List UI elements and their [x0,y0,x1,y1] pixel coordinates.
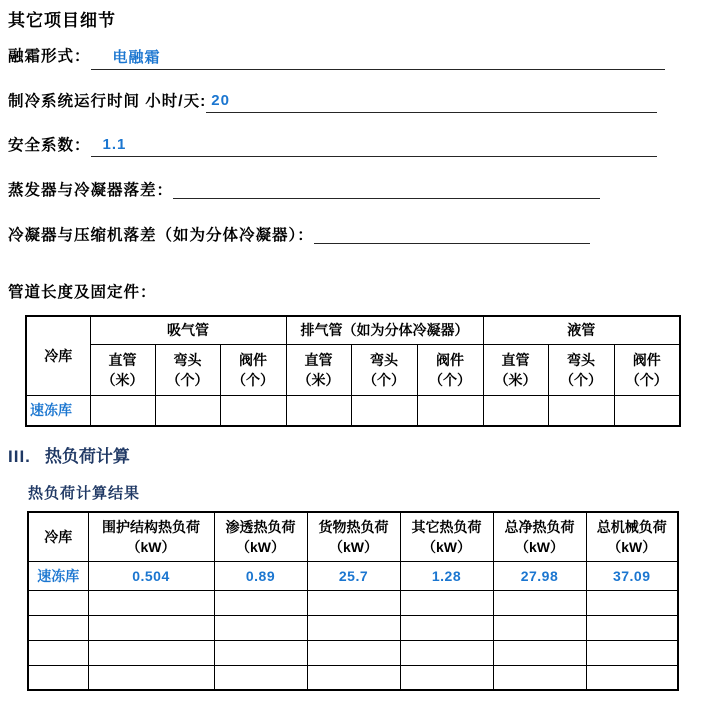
table-cell [307,615,400,640]
pipe-group-header-suction: 吸气管 [90,316,286,344]
column-header: 冷库 [28,512,88,561]
field-defrost-type [8,47,665,70]
table-cell: 27.98 [493,561,586,590]
table-row [28,615,678,640]
table-cell [493,615,586,640]
table-cell [88,615,214,640]
field-underline [314,226,590,244]
table-cell: 25.7 [307,561,400,590]
row-name-cell [28,615,88,640]
heading-number: III. [8,447,31,466]
field-label: 制冷系统运行时间 小时/天: [8,93,207,110]
table-cell [307,665,400,690]
table-row [28,561,678,590]
field-label: 蒸发器与冷凝器落差： [8,182,174,199]
heat-load-subtitle: 热负荷计算结果 [28,485,141,502]
column-header: 直管 （米） [483,344,548,395]
table-cell [400,640,493,665]
column-header: 其它热负荷 （kW） [400,512,493,561]
column-header: 总机械负荷 （kW） [586,512,678,561]
table-cell [400,615,493,640]
heat-load-heading [8,442,130,467]
table-cell [417,395,483,426]
table-row [28,665,678,690]
table-cell [548,395,614,426]
table-cell [220,395,286,426]
pipe-corner-header: 冷库 [26,316,90,395]
table-cell: 0.504 [88,561,214,590]
column-header: 货物热负荷 （kW） [307,512,400,561]
table-cell [493,640,586,665]
table-cell [88,590,214,615]
field-run-hours [8,92,657,113]
table-cell [586,665,678,690]
table-cell [586,615,678,640]
pipe-table [25,315,681,427]
table-row [26,395,680,426]
column-header: 弯头 （个） [548,344,614,395]
row-name-cell [28,590,88,615]
column-header: 阀件 （个） [614,344,680,395]
table-cell [493,590,586,615]
table-cell [351,395,417,426]
table-cell [214,615,307,640]
heat-load-table [27,511,679,691]
table-cell [493,665,586,690]
field-label: 融霜形式： [8,48,91,65]
column-header: 弯头 （个） [351,344,417,395]
column-header: 渗透热负荷 （kW） [214,512,307,561]
field-evap-cond-drop [8,181,600,199]
table-cell [586,640,678,665]
table-cell [307,640,400,665]
column-header: 围护结构热负荷 （kW） [88,512,214,561]
table-cell [614,395,680,426]
field-value: 1.1 [102,136,127,153]
field-label: 安全系数： [8,137,91,154]
row-name-cell: 速冻库 [26,395,90,426]
field-cond-comp-drop [8,226,590,244]
column-header: 阀件 （个） [220,344,286,395]
pipe-group-header-discharge: 排气管（如为分体冷凝器） [286,316,483,344]
table-cell [483,395,548,426]
column-header: 弯头 （个） [155,344,220,395]
table-cell [214,590,307,615]
column-header: 阀件 （个） [417,344,483,395]
table-cell [214,665,307,690]
column-header: 总净热负荷 （kW） [493,512,586,561]
field-underline [91,47,665,70]
table-cell [307,590,400,615]
section-title: 其它项目细节 [8,11,116,30]
column-header: 直管 （米） [90,344,155,395]
pipe-group-header-liquid: 液管 [483,316,680,344]
table-cell: 37.09 [586,561,678,590]
table-cell [88,665,214,690]
field-safety-factor [8,136,657,157]
table-cell [400,665,493,690]
column-header: 直管 （米） [286,344,351,395]
field-underline [206,92,657,113]
table-cell [400,590,493,615]
pipe-section-label: 管道长度及固定件： [8,284,157,301]
field-label: 冷凝器与压缩机落差（如为分体冷凝器）： [8,227,314,244]
heading-text: 热负荷计算 [44,447,130,466]
table-cell [90,395,155,426]
field-value: 20 [211,92,230,109]
table-cell [214,640,307,665]
table-row [28,640,678,665]
row-name-cell [28,665,88,690]
field-underline [173,181,600,199]
table-row [28,590,678,615]
field-value: 电融霜 [112,49,161,66]
table-cell: 0.89 [214,561,307,590]
table-cell: 1.28 [400,561,493,590]
row-name-cell [28,640,88,665]
table-cell [88,640,214,665]
table-cell [155,395,220,426]
row-name-cell: 速冻库 [28,561,88,590]
table-cell [586,590,678,615]
field-underline [91,136,657,157]
table-cell [286,395,351,426]
